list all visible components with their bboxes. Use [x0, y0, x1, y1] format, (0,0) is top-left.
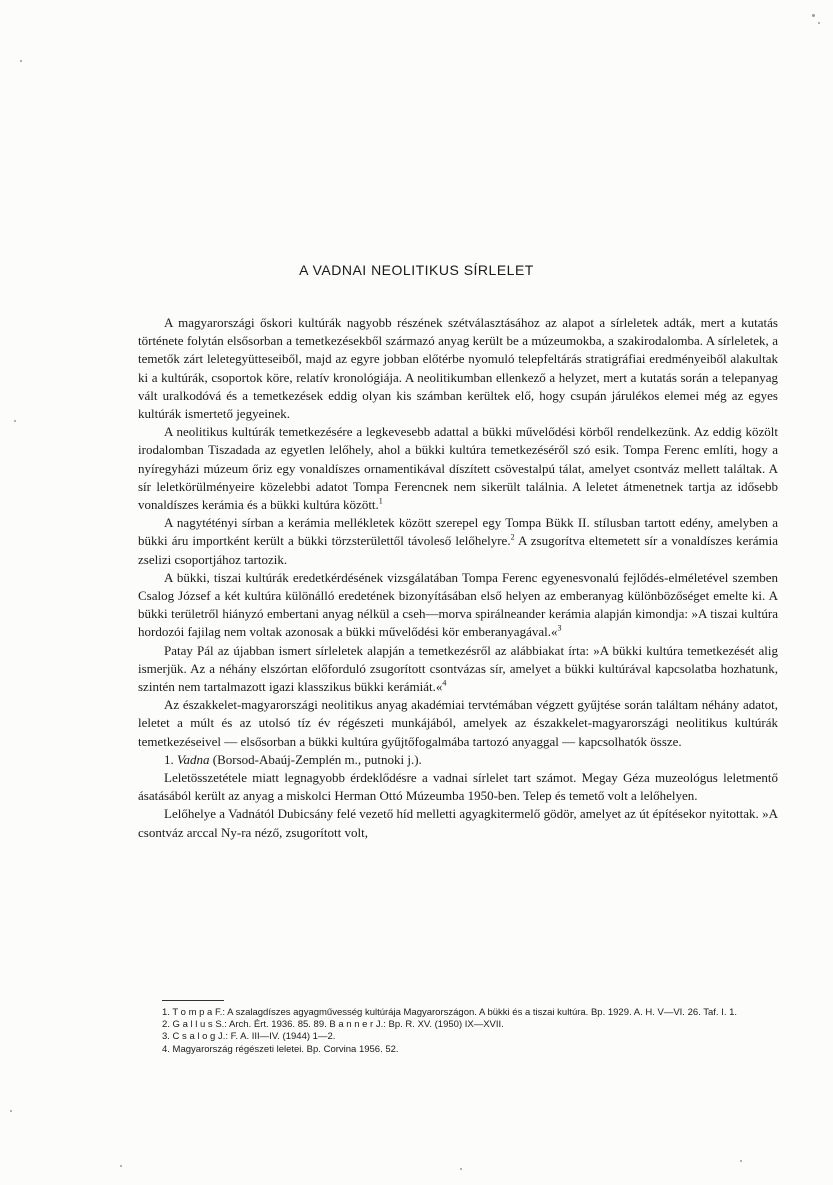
article-title: A VADNAI NEOLITIKUS SÍRLELET — [299, 262, 534, 278]
paragraph-1: A magyarországi őskori kultúrák nagyobb részének szétválasztásához az alapot a sírleletek adták, mert a kutatás története folytán elsősorban a temetkezésekből származó anyag került be a múzeumokba, a szakirodalomba. A sírleletek, a temetők zárt leletegyütteseiből, majd az egyre jobban előtérbe nyomuló telepfeltárás stratigráfiai eredményeiből alakultak ki a kultúrák, csoportok köre, relatív kronológiája. A neolitikumban ellenkező a helyzet, mert a kutatás során a telepanyag vált uralkodóvá és a temetkezések eddig olyan kis számban kerültek elő, hogy csupán járulékos elemei még az egyes kultúrák ismertető jegyeinek. — [138, 315, 778, 422]
footnote-2: 2. G a l l u s S.: Arch. Ért. 1936. 85. 89. B a n n e r J.: Bp. R. XV. (1950) IX—XVII. — [162, 1019, 504, 1031]
scan-speck — [14, 420, 16, 422]
paragraph-2: A neolitikus kultúrák temetkezésére a legkevesebb adattal a bükki művelődési körből rendelkezünk. Az eddig közölt irodalomban Tiszadada az egyetlen lelőhely, ahol a bükki kultúra temetkezéséről szó esik. Tompa Ferenc említi, hogy a nyíregyházi múzeum őriz egy vonaldíszes ornamentikával díszített csövestalpú tálat, amelyet csontváz mellett találtak. A sír leletkörülményeire közelebbi adatot Tompa Ferencnek nem sikerült találnia. A leletet átmenetnek tartja az idősebb vonaldíszes kerámia és a bükki kultúra között.$^1$ — [138, 424, 778, 513]
footnote-4: 4. Magyarország régészeti leletei. Bp. Corvina 1956. 52. — [162, 1043, 399, 1055]
footnotes — [138, 1007, 778, 1056]
footnote-ref-3: 3 — [557, 624, 562, 634]
paragraph-3: A nagytétényi sírban a kerámia mellékletek között szerepel egy Tompa Bükk II. stílusban tartott edény, amelyben a bükki áru importként került a bükki törzsterülettől távoleső lelőhelyre.$^2$ A zsugorítva eltemetett sír a vonaldíszes kerámia zselizi csoportjához tartozik. — [138, 515, 778, 567]
scan-speck — [812, 14, 815, 17]
scan-speck — [120, 1165, 122, 1167]
footnote-ref-1: 1 — [378, 496, 383, 506]
site-name: Vadna — [177, 751, 210, 767]
scan-speck — [460, 1168, 462, 1170]
footnote-1: 1. T o m p a F.: A szalagdíszes agyagművesség kultúrája Magyarországon. A bükki és a tiszai kultúra. Bp. 1929. A. H. V—VI. 26. Taf. I. 1. — [162, 1007, 738, 1018]
paragraph-6: Az északkelet-magyarországi neolitikus anyag akadémiai tervtémában végzett gyűjtése során találtam néhány adatot, leletet a múlt és az utolsó tíz év régészeti munkájából, amelyek az északkelet-magyarországi neolitikus kultúrák temetkezéseivel — elsősorban a bükki kultúra gyűjtőfogalmába tartozó anyaggal — kapcsolhatók össze. — [138, 697, 778, 749]
scan-speck — [10, 1110, 12, 1112]
scan-speck — [818, 22, 820, 24]
site-heading: 1. Vadna (Borsod-Abaúj-Zemplén m., putnoki j.). — [164, 751, 422, 767]
article-body — [138, 314, 778, 842]
paragraph-7: Leletösszetétele miatt legnagyobb érdeklődésre a vadnai sírlelet tart számot. Megay Géza muzeológus leletmentő ásatásából került az anyag a miskolci Herman Ottó Múzeumba 1950-ben. Telep és temető volt a lelőhelyen. — [138, 770, 778, 804]
paragraph-8: Lelőhelye a Vadnától Dubicsány felé vezető híd melletti agyagkitermelő gödör, amelyet az út építésekor nyitottak. »A csontváz arccal Ny-ra néző, zsugorított volt, — [138, 806, 778, 840]
footnote-divider — [162, 1000, 224, 1001]
paragraph-5: Patay Pál az újabban ismert sírleletek alapján a temetkezésről az alábbiakat írta: »A bükki kultúra temetkezését alig ismerjük. Az a néhány elszórtan előforduló zsugorított csontvázas sír, amelyet a bükki kultúrával kapcsolatba hozhatunk, szintén nem tartalmazott igazi klasszikus bükki kerámiát.«$^4$ — [138, 642, 778, 695]
footnote-ref-4: 4 — [442, 678, 447, 688]
scan-speck — [740, 1160, 742, 1162]
paragraph-4: A bükki, tiszai kultúrák eredetkérdésének vizsgálatában Tompa Ferenc egyenesvonalú fejlődés-elméletével szemben Csalog József a két kultúra különálló eredetének bizonyításában első helyen az emberanyag különbözőséget emelte ki. A bükki területről hiányzó embertani anyag nélkül a cseh—morva spirálneander kerámia alapján kimondja: »A tiszai kultúra hordozói fajilag nem voltak azonosak a bükki művelődési kör emberanyagával.«$^3$ — [138, 569, 778, 640]
footnote-ref-2: 2 — [510, 533, 515, 543]
scan-speck — [20, 60, 22, 62]
footnote-3: 3. C s a l o g J.: F. A. III—IV. (1944) 1—2. — [162, 1031, 336, 1043]
